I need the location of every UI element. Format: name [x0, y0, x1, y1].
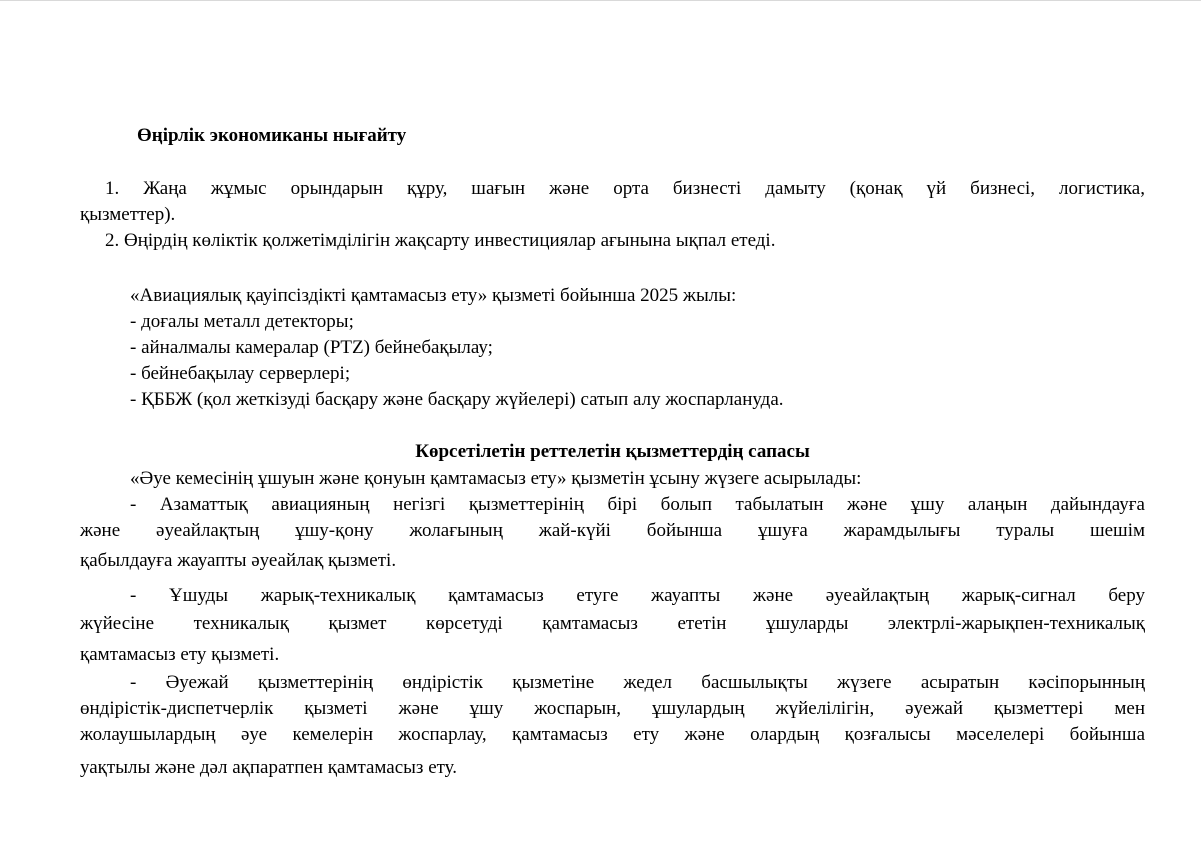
- aviation-security-intro: «Авиациялық қауіпсіздікті қамтамасыз ету» қызметі бойынша 2025 жылы:: [130, 285, 737, 306]
- paragraph-1-line-1: - Азаматтық авиацияның негізгі қызметтерінің бірі болып табылатын және ұшу алаңын дайындауға: [130, 494, 1145, 515]
- equipment-item: - бейнебақылау серверлері;: [130, 363, 351, 384]
- paragraph-3-line-4: уақтылы және дәл ақпаратпен қамтамасыз ету.: [80, 757, 458, 778]
- equipment-item: - ҚББЖ (қол жеткізуді басқару және басқару жүйелері) сатып алу жоспарлануда.: [130, 389, 784, 410]
- section-heading-regional-economy: Өңірлік экономиканы нығайту: [137, 125, 407, 146]
- paragraph-3-line-2: өндірістік-диспетчерлік қызметі және ұшу жоспарын, ұшулардың жүйелілігін, әуежай қызметтері мен: [80, 698, 1145, 719]
- paragraph-1-line-3: қабылдауға жауапты әуеайлақ қызметі.: [80, 550, 397, 571]
- paragraph-3-line-1: - Әуежай қызметтерінің өндірістік қызметіне жедел басшылықты жүзеге асыратын кәсіпорынның: [130, 672, 1145, 693]
- list-item-1-line-2: қызметтер).: [80, 204, 176, 225]
- section-heading-service-quality: Көрсетілетін реттелетін қызметтердің сапасы: [415, 441, 810, 462]
- list-item-2: 2. Өңірдің көліктік қолжетімділігін жақсарту инвестициялар ағынына ықпал етеді.: [105, 230, 776, 251]
- equipment-item: - айналмалы камералар (PTZ) бейнебақылау;: [130, 337, 493, 358]
- service-quality-intro: «Әуе кемесінің ұшуын және қонуын қамтамасыз ету» қызметін ұсыну жүзеге асырылады:: [130, 468, 862, 489]
- paragraph-2-line-1: - Ұшуды жарық-техникалық қамтамасыз етуге жауапты және әуеайлақтың жарық-сигнал беру: [130, 585, 1145, 606]
- paragraph-3-line-3: жолаушылардың әуе кемелерін жоспарлау, қамтамасыз ету және олардың қозғалысы мәселелері бойынша: [80, 724, 1145, 745]
- paragraph-2-line-3: қамтамасыз ету қызметі.: [80, 644, 280, 665]
- paragraph-2-line-2: жүйесіне техникалық қызмет көрсетуді қамтамасыз ететін ұшуларды электрлі-жарықпен-техникалық: [80, 613, 1145, 634]
- list-item-1-line-1: 1. Жаңа жұмыс орындарын құру, шағын және орта бизнесті дамыту (қонақ үй бизнесі, логистика,: [105, 178, 1145, 199]
- equipment-item: - доғалы металл детекторы;: [130, 311, 354, 332]
- page-top-border: [0, 0, 1201, 1]
- paragraph-1-line-2: және әуеайлақтың ұшу-қону жолағының жай-күйі бойынша ұшуға жарамдылығы туралы шешім: [80, 520, 1145, 541]
